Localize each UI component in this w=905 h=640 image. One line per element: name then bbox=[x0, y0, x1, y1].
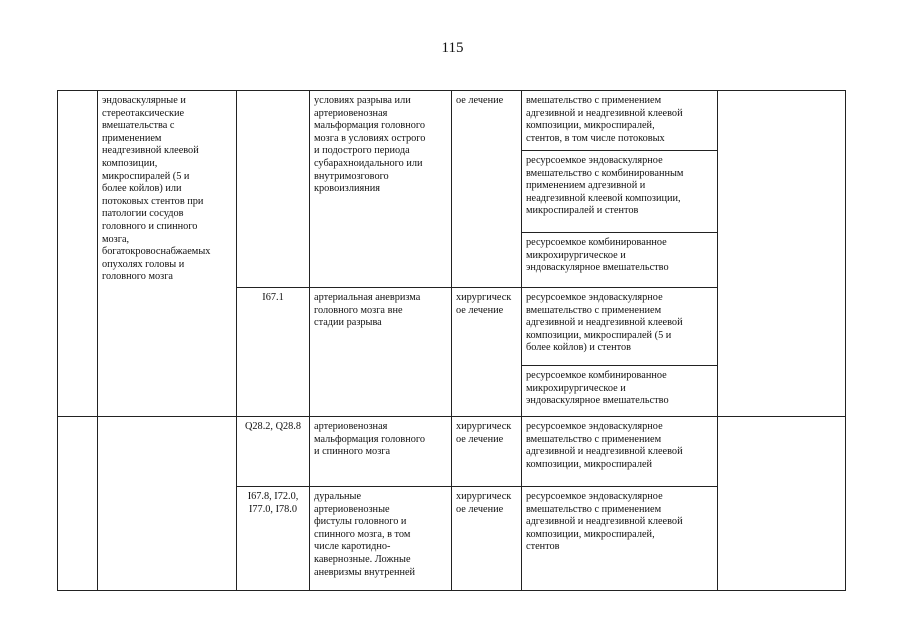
text-line: вмешательство с применением bbox=[526, 433, 662, 445]
text-line: хирургическ bbox=[456, 292, 512, 303]
text-line: более койлов) или bbox=[102, 183, 182, 195]
diagnosis-cell bbox=[310, 288, 452, 417]
method-item bbox=[522, 288, 717, 366]
number-cell bbox=[58, 417, 98, 591]
text-line: стентов, в том числе потоковых bbox=[526, 132, 665, 144]
text-line: Q28.2, Q28.8 bbox=[244, 421, 302, 432]
text-line: мозга, bbox=[102, 233, 130, 245]
text-line: мальформация головного bbox=[314, 120, 426, 132]
text-line: ресурсоемкое комбинированное bbox=[526, 237, 667, 248]
text-line: вмешательства с bbox=[102, 120, 175, 132]
treatment-cell bbox=[452, 288, 522, 417]
text-line: вмешательство с применением bbox=[526, 503, 662, 515]
table-row bbox=[58, 417, 846, 487]
text-line: стереотаксические bbox=[102, 107, 185, 119]
methods-cell bbox=[522, 288, 718, 417]
text-line: применением bbox=[102, 132, 162, 144]
text-line: аневризмы внутренней bbox=[314, 566, 416, 578]
code-cell bbox=[237, 91, 310, 288]
text-line: микрохирургическое и bbox=[526, 249, 626, 261]
text-line: артериовенозная bbox=[314, 421, 388, 432]
text-line: головного мозга bbox=[102, 271, 174, 283]
text-line: ое лечение bbox=[456, 95, 504, 106]
text-line: вмешательство с применением bbox=[526, 304, 662, 316]
text-line: спинного мозга, в том bbox=[314, 528, 411, 540]
profile-cell bbox=[98, 417, 237, 591]
text-line: вмешательство с комбинированным bbox=[526, 167, 684, 179]
treatment-cell bbox=[452, 417, 522, 487]
text-line: опухолях головы и bbox=[102, 258, 185, 270]
text-line: композиции, микроспиралей bbox=[526, 458, 653, 470]
method-item bbox=[522, 151, 717, 233]
text-line: ресурсоемкое комбинированное bbox=[526, 370, 667, 381]
method-item bbox=[522, 233, 717, 287]
text-line: I77.0, I78.0 bbox=[248, 503, 298, 515]
treatment-cell bbox=[452, 487, 522, 591]
text-line: ое лечение bbox=[456, 304, 504, 316]
text-line: эндоваскулярные и bbox=[102, 95, 186, 106]
text-line: внутримозгового bbox=[314, 170, 389, 182]
profile-cell bbox=[98, 91, 237, 417]
text-line: эндоваскулярное вмешательство bbox=[526, 262, 669, 274]
text-line: ое лечение bbox=[456, 433, 504, 445]
text-line: ресурсоемкое эндоваскулярное bbox=[526, 421, 663, 432]
text-line: вмешательство с применением bbox=[526, 95, 662, 106]
code-cell bbox=[237, 487, 310, 591]
methods-cell bbox=[522, 487, 718, 591]
code-cell bbox=[237, 417, 310, 487]
number-cell bbox=[58, 91, 98, 417]
text-line: головного мозга вне bbox=[314, 304, 403, 316]
method-item bbox=[522, 366, 717, 416]
text-line: ресурсоемкое эндоваскулярное bbox=[526, 292, 663, 303]
medical-care-table bbox=[57, 90, 846, 591]
text-line: хирургическ bbox=[456, 491, 512, 502]
text-line: ое лечение bbox=[456, 503, 504, 515]
text-line: хирургическ bbox=[456, 421, 512, 432]
text-line: фистулы головного и bbox=[314, 516, 407, 528]
text-line: стентов bbox=[526, 541, 560, 553]
text-line: стадии разрыва bbox=[314, 317, 382, 329]
text-line: композиции, bbox=[102, 157, 158, 169]
text-line: неадгезивной клеевой bbox=[102, 145, 199, 157]
text-line: артериальная аневризма bbox=[314, 292, 421, 303]
treatment-cell bbox=[452, 91, 522, 288]
text-line: головного и спинного bbox=[102, 220, 198, 232]
text-line: артериовенозная bbox=[314, 107, 388, 119]
text-line: и спинного мозга bbox=[314, 446, 391, 458]
table-row bbox=[58, 91, 846, 288]
text-line: дуральные bbox=[314, 491, 362, 502]
text-line: неадгезивной клеевой композиции, bbox=[526, 192, 681, 204]
text-line: мозга в условиях острого bbox=[314, 132, 426, 144]
text-line: богатокровоснабжаемых bbox=[102, 246, 211, 258]
text-line: более койлов) и стентов bbox=[526, 342, 632, 354]
method-item bbox=[522, 91, 717, 151]
text-line: микрохирургическое и bbox=[526, 382, 626, 394]
text-line: кровоизлияния bbox=[314, 183, 380, 195]
text-line: микроспиралей (5 и bbox=[102, 170, 190, 182]
page-number: 115 bbox=[441, 40, 464, 56]
text-line: адгезивной и неадгезивной клеевой bbox=[526, 516, 683, 528]
diagnosis-cell bbox=[310, 487, 452, 591]
text-line: применением адгезивной и bbox=[526, 180, 646, 192]
text-line: артериовенозные bbox=[314, 503, 390, 515]
text-line: условиях разрыва или bbox=[314, 95, 411, 106]
text-line: ресурсоемкое эндоваскулярное bbox=[526, 491, 663, 502]
text-line: потоковых стентов при bbox=[102, 195, 204, 207]
text-line: I67.8, I72.0, bbox=[247, 491, 299, 502]
text-line: и подострого периода bbox=[314, 145, 410, 157]
methods-cell bbox=[522, 417, 718, 487]
text-line: патологии сосудов bbox=[102, 208, 184, 220]
diagnosis-cell bbox=[310, 91, 452, 288]
text-line: композиции, микроспиралей, bbox=[526, 528, 655, 540]
text-line: I67.1 bbox=[262, 292, 284, 303]
text-line: адгезивной и неадгезивной клеевой bbox=[526, 107, 683, 119]
text-line: композиции, микроспиралей, bbox=[526, 120, 655, 132]
text-line: ресурсоемкое эндоваскулярное bbox=[526, 155, 663, 166]
extra-cell bbox=[718, 91, 846, 417]
code-cell bbox=[237, 288, 310, 417]
methods-cell bbox=[522, 91, 718, 288]
text-line: композиции, микроспиралей (5 и bbox=[526, 329, 672, 341]
text-line: адгезивной и неадгезивной клеевой bbox=[526, 317, 683, 329]
text-line: субарахноидального или bbox=[314, 157, 423, 169]
text-line: адгезивной и неадгезивной клеевой bbox=[526, 446, 683, 458]
text-line: кавернозные. Ложные bbox=[314, 553, 411, 565]
diagnosis-cell bbox=[310, 417, 452, 487]
text-line: числе каротидно- bbox=[314, 541, 391, 553]
extra-cell bbox=[718, 417, 846, 591]
text-line: эндоваскулярное вмешательство bbox=[526, 395, 669, 407]
text-line: микроспиралей и стентов bbox=[526, 205, 639, 217]
text-line: мальформация головного bbox=[314, 433, 426, 445]
